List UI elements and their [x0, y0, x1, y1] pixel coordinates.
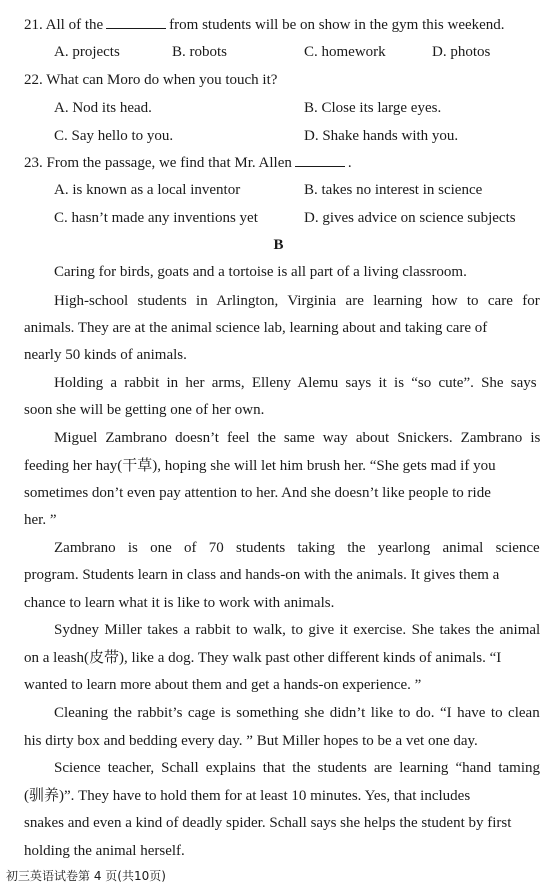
- answer-blank: [106, 14, 166, 29]
- question-21-stem-before: 21. All of the: [24, 17, 104, 33]
- question-23-stem-before: 23. From the passage, we find that Mr. Allen: [24, 155, 292, 171]
- passage-line: program. Students learn in class and hands-on with the animals. It gives them a: [24, 567, 500, 583]
- option-23c: C. hasn’t made any inventions yet: [54, 210, 258, 226]
- passage-line: chance to learn what it is like to work with animals.: [24, 595, 335, 611]
- answer-blank: [295, 152, 345, 167]
- passage-line: Science teacher, Schall explains that the students are learning “hand taming: [54, 760, 540, 776]
- passage-line: her. ”: [24, 512, 57, 528]
- passage-line: nearly 50 kinds of animals.: [24, 347, 187, 363]
- option-21b: B. robots: [172, 44, 228, 60]
- section-heading: B: [273, 237, 284, 253]
- passage-line: High-school students in Arlington, Virginia are learning how to care for: [54, 293, 540, 309]
- question-22-stem: 22. What can Moro do when you touch it?: [24, 72, 278, 88]
- passage-line: sometimes don’t even pay attention to her. And she doesn’t like people to ride: [24, 485, 491, 501]
- question-23-stem: [24, 152, 352, 173]
- option-22c: C. Say hello to you.: [54, 128, 174, 144]
- option-23a: A. is known as a local inventor: [54, 182, 241, 198]
- passage-line: Caring for birds, goats and a tortoise is all part of a living classroom.: [54, 264, 467, 280]
- page-footer: 初三英语试卷第 4 页(共10页): [6, 869, 166, 883]
- passage-line: soon she will be getting one of her own.: [24, 402, 265, 418]
- passage-line: wanted to learn more about them and get a hands-on experience. ”: [24, 677, 422, 693]
- option-23b: B. takes no interest in science: [304, 182, 483, 198]
- question-23-stem-after: .: [347, 155, 352, 171]
- passage-line: his dirty box and bedding every day. ” But Miller hopes to be a vet one day.: [24, 733, 478, 749]
- option-21d: D. photos: [432, 44, 491, 60]
- option-22b: B. Close its large eyes.: [304, 100, 442, 116]
- passage-line: animals. They are at the animal science lab, learning about and taking care of: [24, 320, 488, 336]
- passage-line: Miguel Zambrano doesn’t feel the same way about Snickers. Zambrano is: [54, 430, 541, 446]
- passage-line: on a leash(皮带), like a dog. They walk past other different kinds of animals. “I: [24, 650, 502, 666]
- passage-line: Cleaning the rabbit’s cage is something she didn’t like to do. “I have to clean: [54, 705, 540, 721]
- passage-line: Holding a rabbit in her arms, Elleny Alemu says it is “so cute”. She says: [54, 375, 537, 391]
- passage-line: (驯养)”. They have to hold them for at least 10 minutes. Yes, that includes: [24, 788, 471, 804]
- option-21c: C. homework: [304, 44, 386, 60]
- passage-line: feeding her hay(干草), hoping she will let him brush her. “She gets mad if you: [24, 458, 496, 474]
- passage-line: Sydney Miller takes a rabbit to walk, to give it exercise. She takes the animal: [54, 622, 541, 638]
- passage-line: Zambrano is one of 70 students taking the yearlong animal science: [54, 540, 540, 556]
- option-22a: A. Nod its head.: [54, 100, 152, 116]
- option-21a: A. projects: [54, 44, 120, 60]
- option-22d: D. Shake hands with you.: [304, 128, 459, 144]
- passage-line: holding the animal herself.: [24, 843, 185, 859]
- question-21-stem-after: from students will be on show in the gym this weekend.: [169, 17, 505, 33]
- passage-line: snakes and even a kind of deadly spider. Schall says she helps the student by first: [24, 815, 512, 831]
- option-23d: D. gives advice on science subjects: [304, 210, 516, 226]
- question-21-stem: [24, 14, 505, 35]
